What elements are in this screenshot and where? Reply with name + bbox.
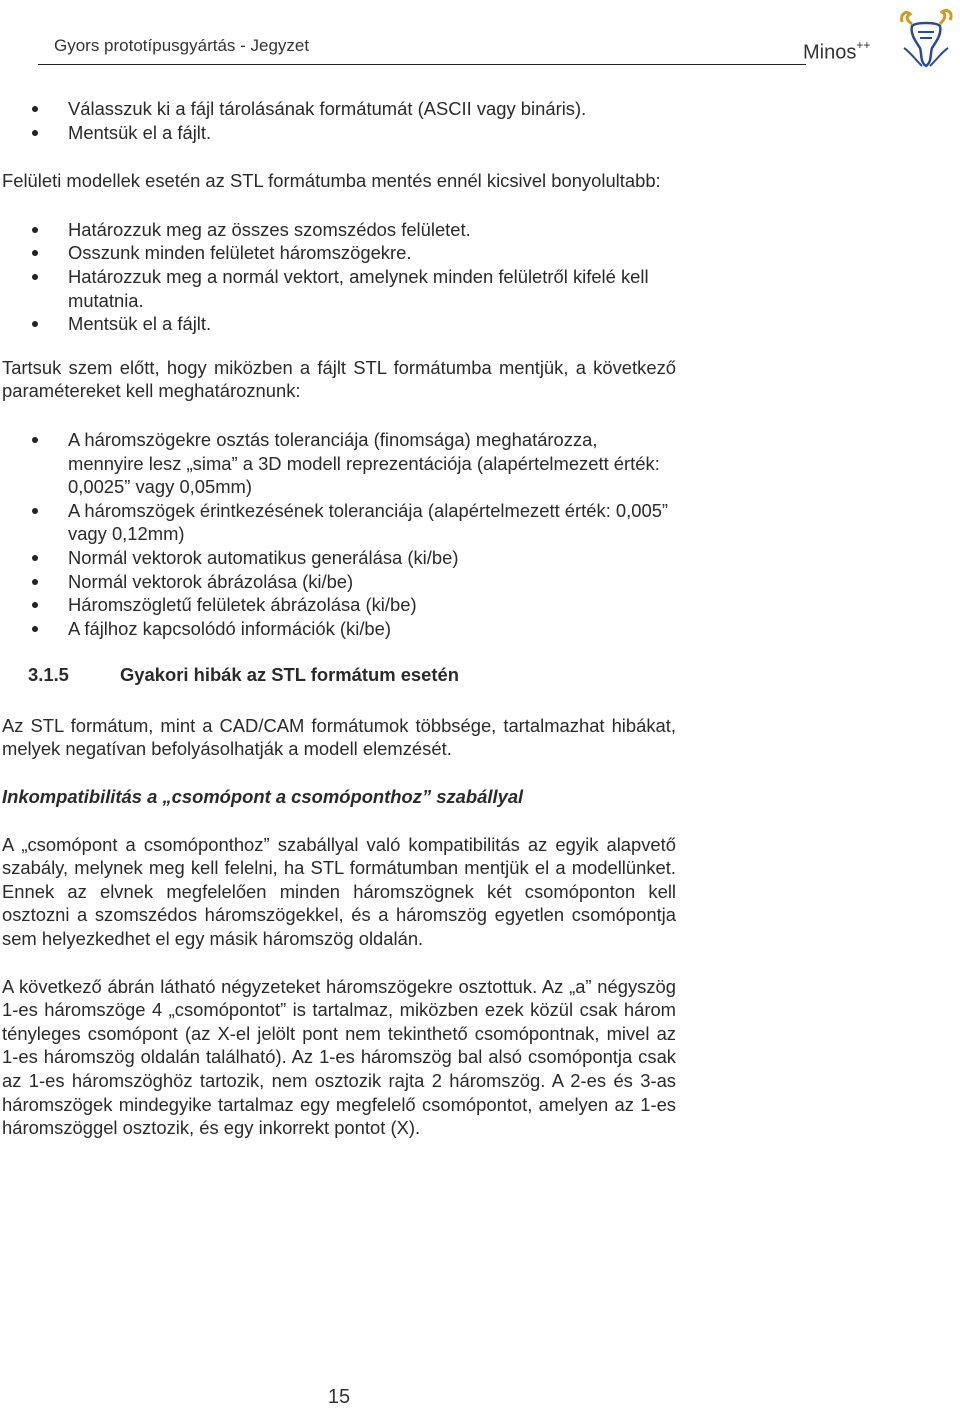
section-title: Gyakori hibák az STL formátum esetén — [120, 664, 459, 686]
list-item: Válasszuk ki a fájl tárolásának formátumát (ASCII vagy bináris). — [2, 97, 676, 121]
bullet-icon — [32, 626, 38, 632]
brand-sup: ++ — [856, 38, 871, 52]
file-save-steps-list — [2, 97, 676, 144]
list-item: Osszunk minden felületet háromszögekre. — [2, 241, 676, 265]
bullet-icon — [32, 602, 38, 608]
list-item: Normál vektorok ábrázolása (ki/be) — [2, 570, 676, 594]
header-brand — [803, 40, 870, 65]
list-item: Háromszögletű felületek ábrázolása (ki/be) — [2, 593, 676, 617]
bullet-icon — [32, 227, 38, 233]
bullet-icon — [32, 579, 38, 585]
bullet-icon — [32, 274, 38, 280]
bullet-icon — [32, 555, 38, 561]
page-number: 15 — [327, 1386, 351, 1408]
paragraph-node-rule: A „csomópont a csomóponthoz” szabállyal való kompatibilitás az egyik alapvető szabály, melynek meg kell felelni, ha STL formátumban mentjük el a modellünket. Ennek az elvnek megfelelően minden háromszögnek két csomóponton kell osztozni a szomszédos háromszögekkel, és a háromszög egyetlen csomópontja sem helyezkedhet el egy másik háromszög oldalán. — [2, 833, 676, 950]
list-item: Normál vektorok automatikus generálása (ki/be) — [2, 546, 676, 570]
section-heading — [2, 663, 676, 687]
stl-parameters-list — [2, 428, 676, 640]
paragraph-figure-description: A következő ábrán látható négyzeteket háromszögekre osztottuk. Az „a” négyszög 1-es háromszöge 4 „csomópontot” is tartalmaz, miközben ezek közül csak három tényleges csomópont (az X-el jelölt pont nem tekinthető csomópontnak, mivel az 1-es háromszög oldalán található). Az 1-es háromszög bal alsó csomópontja csak az 1-es háromszöghöz tartozik, nem osztozik rajta 2 háromszög. A 2-es és 3-as háromszögek mindegyike tartalmaz egy megfelelő csomópontot, amelyen az 1-es háromszöggel osztozik, és egy inkorrekt pontot (X). — [2, 975, 676, 1139]
section-number: 3.1.5 — [28, 664, 69, 686]
list-item: A háromszögek érintkezésének toleranciája (alapértelmezett érték: 0,005” vagy 0,12mm) — [2, 499, 676, 546]
list-item: A fájlhoz kapcsolódó információk (ki/be) — [2, 617, 676, 641]
list-item: Határozzuk meg az összes szomszédos felületet. — [2, 218, 676, 242]
paragraph-stl-errors: Az STL formátum, mint a CAD/CAM formátumok többsége, tartalmazhat hibákat, melyek negatívan befolyásolhatják a modell elemzését. — [2, 714, 676, 760]
paragraph-parameters: Tartsuk szem előtt, hogy miközben a fájlt STL formátumba mentjük, a következő paramétereket kell meghatároznunk: — [2, 356, 676, 402]
surface-model-steps-list — [2, 218, 676, 336]
bullet-icon — [32, 508, 38, 514]
list-item: A háromszögekre osztás toleranciája (finomsága) meghatározza, mennyire lesz „sima” a 3D modell reprezentációja (alapértelmezett érték: 0,0025” vagy 0,05mm) — [2, 428, 676, 499]
header-title: Gyors prototípusgyártás - Jegyzet — [54, 36, 310, 55]
list-item: Határozzuk meg a normál vektort, amelynek minden felületről kifelé kell mutatnia. — [2, 265, 676, 312]
brand-name: Minos — [803, 41, 857, 64]
header-rule — [38, 64, 806, 65]
list-item: Mentsük el a fájlt. — [2, 312, 676, 336]
subheading-node-rule: Inkompatibilitás a „csomópont a csomóponthoz” szabállyal — [2, 786, 524, 808]
bullet-icon — [32, 130, 38, 136]
minos-bull-logo-icon — [896, 8, 956, 70]
bullet-icon — [32, 250, 38, 256]
bullet-icon — [32, 321, 38, 327]
bullet-icon — [32, 437, 38, 443]
paragraph-surface-models: Felületi modellek esetén az STL formátumba mentés ennél kicsivel bonyolultabb: — [2, 170, 661, 192]
page-header — [0, 0, 960, 70]
bullet-icon — [32, 106, 38, 112]
list-item: Mentsük el a fájlt. — [2, 121, 676, 145]
page-content — [2, 97, 676, 1140]
